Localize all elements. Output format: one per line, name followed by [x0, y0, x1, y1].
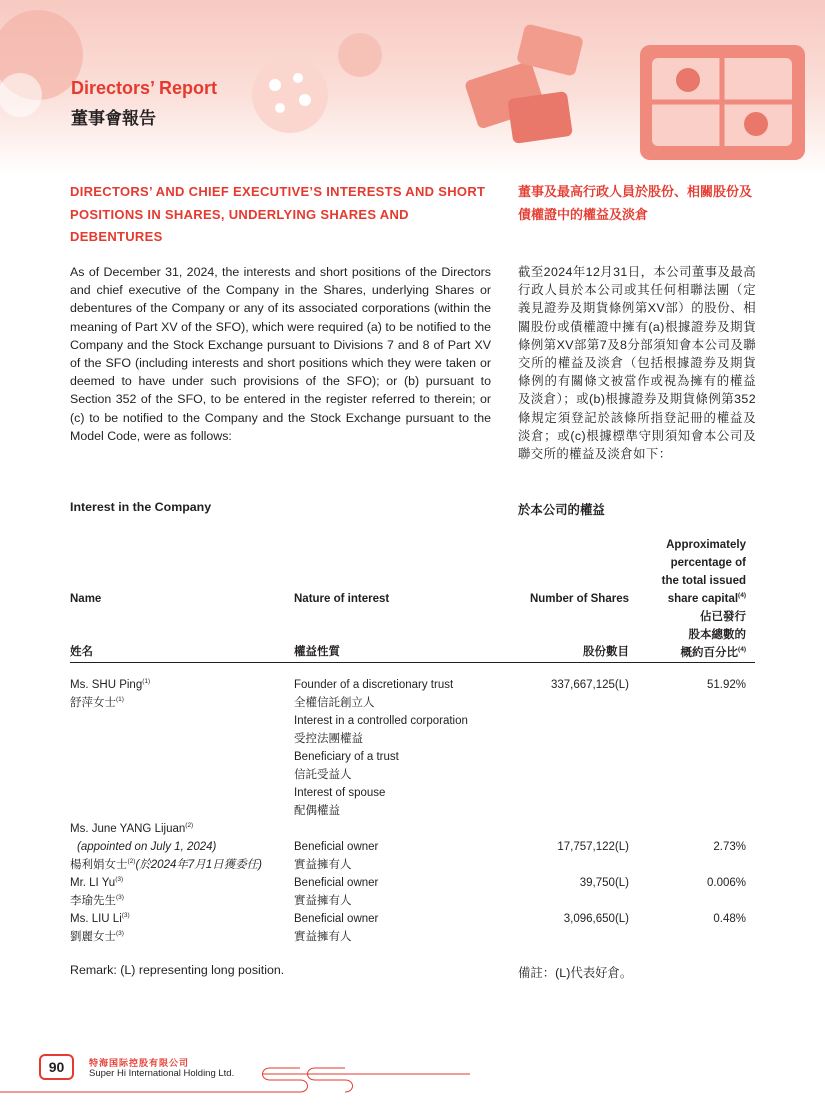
director-name: Mr. LI Yu$^{(3)}$ — [70, 876, 124, 889]
nature-of-interest-chinese: 實益擁有人 — [294, 859, 352, 871]
table-rule — [70, 662, 755, 663]
col-header-shares-chinese: 股份數目 — [583, 646, 629, 658]
pct-header-line-chinese: 佔已發行 — [700, 611, 746, 623]
col-header-percentage — [636, 536, 746, 662]
nature-of-interest-chinese: 受控法團權益 — [294, 733, 363, 745]
director-name: Ms. SHU Ping$^{(1)}$ — [70, 678, 151, 691]
company-name: Super Hi International Holding Ltd. — [89, 1068, 235, 1079]
section-heading: DIRECTORS’ AND CHIEF EXECUTIVE’S INTERESTS AND SHORT POSITIONS IN SHARES, UNDERLYING SHARES AND DEBENTURES — [70, 184, 486, 244]
nature-of-interest: Beneficial owner — [294, 841, 379, 853]
nature-of-interest-chinese: 全權信託創立人 — [294, 697, 375, 709]
page-title-chinese: 董事會報告 — [71, 109, 156, 128]
number-of-shares: 337,667,125(L) — [550, 679, 629, 691]
body-paragraph: As of December 31, 2024, the interests and short positions of the Directors and chief executive of the Company in the Shares, underlying Shares or debentures of the Company or any of its associated corporations (within the meaning of Part XV of the SFO), which were required (a) to be notified to the Company and the Stock Exchange pursuant to Divisions 7 and 8 of Part XV of the SFO (including interests and short positions which they were taken or deemed to have under such provisions of the SFO); or (b) pursuant to Section 352 of the SFO, to be entered in the register referred to therein; or (c) to be notified to the Company and the Stock Exchange pursuant to the Model Code, were as follows: — [70, 265, 491, 443]
page-title: Directors’ Report — [71, 78, 218, 98]
director-name: Ms. LIU Li$^{(3)}$ — [70, 912, 130, 925]
pct-header-line: share capital$^{(4)}$ — [667, 592, 746, 605]
number-of-shares: 39,750(L) — [579, 877, 629, 889]
col-header-nature: Nature of interest — [294, 593, 390, 605]
percentage: 0.48% — [713, 913, 746, 925]
director-name-chinese: 楊利娟女士$^{(2)}$(於2024年7月1日獲委任) — [70, 858, 262, 871]
remark-chinese: 備註：(L)代表好倉。 — [518, 966, 633, 980]
nature-of-interest: Interest of spouse — [294, 787, 386, 799]
pct-header-line: percentage of — [670, 557, 746, 569]
nature-of-interest: Beneficial owner — [294, 913, 379, 925]
footer-ornament — [0, 1060, 480, 1100]
percentage: 2.73% — [713, 841, 746, 853]
director-name-chinese: 劉麗女士$^{(3)}$ — [70, 930, 124, 943]
pct-header-line: Approximately — [666, 539, 746, 551]
page-number: 90 — [39, 1054, 74, 1080]
pct-header-line-chinese: 股本總數的 — [688, 629, 746, 641]
col-header-name: Name — [70, 593, 102, 605]
pct-header-line-chinese: 概約百分比$^{(4)}$ — [680, 646, 746, 659]
nature-of-interest-chinese: 配偶權益 — [294, 805, 340, 817]
nature-of-interest: Beneficiary of a trust — [294, 751, 399, 763]
appointment-note: (appointed on July 1, 2024) — [77, 841, 217, 853]
section-heading-chinese: 董事及最高行政人員於股份、相關股份及債權證中的權益及淡倉 — [518, 184, 753, 222]
nature-of-interest-chinese: 實益擁有人 — [294, 931, 352, 943]
director-name-chinese: 李瑜先生$^{(3)}$ — [70, 894, 124, 907]
director-name: Ms. June YANG Lijuan$^{(2)}$ — [70, 822, 194, 835]
nature-of-interest-chinese: 實益擁有人 — [294, 895, 352, 907]
nature-of-interest: Beneficial owner — [294, 877, 379, 889]
pct-header-line: the total issued — [661, 575, 746, 587]
nature-of-interest-chinese: 信託受益人 — [294, 769, 352, 781]
subheading: Interest in the Company — [70, 500, 212, 514]
remark: Remark: (L) representing long position. — [70, 963, 285, 977]
col-header-name-chinese: 姓名 — [70, 646, 93, 658]
nature-of-interest: Interest in a controlled corporation — [294, 715, 468, 727]
col-header-shares: Number of Shares — [529, 593, 629, 605]
col-header-nature-chinese: 權益性質 — [294, 646, 340, 658]
nature-of-interest: Founder of a discretionary trust — [294, 679, 454, 691]
number-of-shares: 3,096,650(L) — [563, 913, 629, 925]
company-name-chinese: 特海国际控股有限公司 — [89, 1058, 190, 1068]
subheading-chinese: 於本公司的權益 — [518, 503, 605, 517]
percentage: 51.92% — [706, 679, 746, 691]
director-name-chinese: 舒萍女士$^{(1)}$ — [70, 696, 124, 709]
body-paragraph-chinese: 截至2024年12月31日，本公司董事及最高行政人員於本公司或其任何相聯法團（定義見證券及期貨條例第XV部）的股份、相關股份或債權證中擁有(a)根據證券及期貨條例第XV部第7及8分部須知會本公司及聯交所的權益及淡倉（包括根據證券及期貨條例的有關條文被當作或視為擁有的權益及淡倉）；或(b)根據證券及期貨條例第352條規定須登記於該條所指登記冊的權益及淡倉；或(c)根據標準守則須知會本公司及聯交所的權益及淡倉如下： — [518, 265, 756, 462]
percentage: 0.006% — [706, 877, 746, 889]
number-of-shares: 17,757,122(L) — [557, 841, 629, 853]
